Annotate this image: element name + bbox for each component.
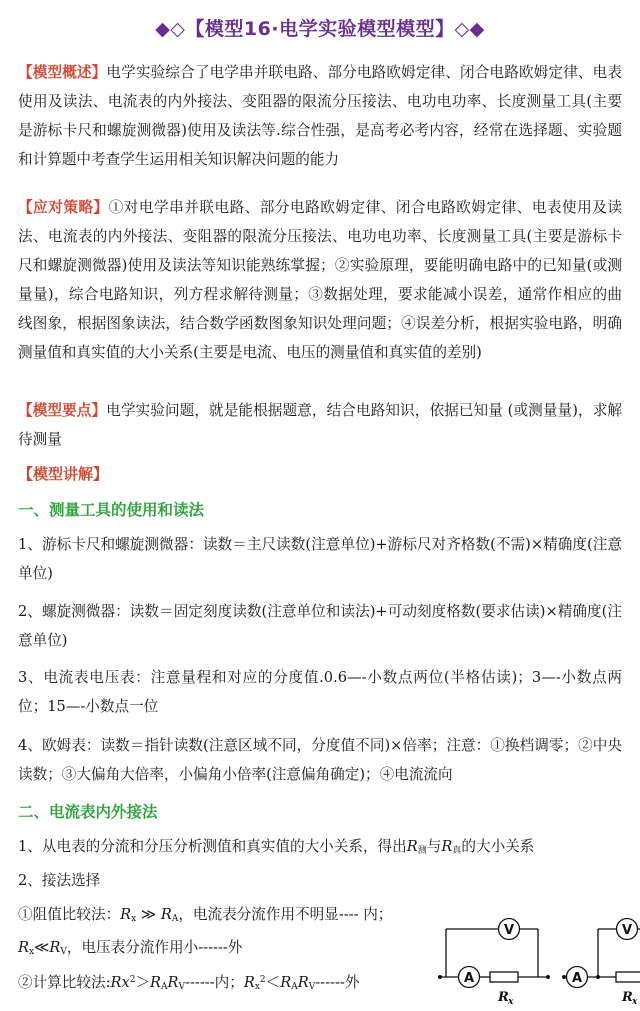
- resistor-symbol-1: [490, 972, 518, 982]
- section1-item3: 3、电流表电压表：注意量程和对应的分度值.0.6—-小数点两位(半格估读)；3—-小数点两位；15—-小数点一位: [18, 669, 622, 715]
- strategy-paragraph: [18, 193, 622, 367]
- section1-item2: 2、螺旋测微器：读数＝固定刻度读数(注意单位和读法)+可动刻度格数(要求估读)×精确度(注意单位): [18, 603, 622, 649]
- section1-item4: 4、欧姆表：读数＝指针读数(注意区域不同，分度值不同)×倍率；注意：①换档调零；②中央读数；③大偏角大倍率，小偏角小倍率(注意偏角确定)；④电流流向: [18, 737, 622, 783]
- overview-paragraph: [18, 58, 622, 174]
- m3-mid: ------内；: [185, 974, 244, 991]
- m3-end: ------外: [315, 974, 360, 991]
- ammeter-label-2: A: [571, 971, 583, 986]
- m2-text-b: ，电压表分流作用小------外: [66, 939, 243, 956]
- m1-rx-sub: x: [131, 914, 137, 924]
- m3-rx2-sub: x: [254, 982, 260, 992]
- m2-rv: R: [49, 939, 61, 956]
- item1-text-a: 1、从电表的分流和分压分析测值和真实值的大小关系，得出: [18, 838, 407, 855]
- r-measured: R: [406, 838, 418, 855]
- sub-true: 真: [452, 846, 462, 856]
- m3-sq: 2: [129, 975, 136, 985]
- keypoints-tag: 【模型要点】: [18, 402, 107, 419]
- item1-text-b: 的大小关系: [461, 838, 535, 855]
- m1-ra: R: [160, 906, 172, 923]
- m3-lt: ＜: [265, 974, 281, 991]
- m1-gg: ≫: [136, 906, 161, 923]
- section2-item1: [18, 832, 622, 866]
- section1-item1: 1、游标卡尺和螺旋测微器：读数＝主尺读数(注意单位)+游标尺对齐格数(不需)×精确度(注意单位): [18, 536, 622, 582]
- m3-rx: Rx: [110, 974, 130, 991]
- m3-rv: R: [167, 974, 179, 991]
- m3-ra: R: [150, 974, 162, 991]
- m3-rv2-sub: V: [308, 982, 316, 992]
- method2-line: [18, 966, 438, 1002]
- m3-gt: ＞: [135, 974, 151, 991]
- overview-tag: 【模型概述】: [18, 64, 107, 81]
- resistor-label-2: R: [622, 990, 633, 1005]
- keypoints-paragraph: [18, 396, 622, 454]
- voltmeter-label-1: V: [503, 923, 515, 938]
- m2-rx-sub: x: [29, 947, 35, 957]
- overview-text: 电学实验综合了电学串并联电路、部分电路欧姆定律、闭合电路欧姆定律、电表使用及读法、电流表的内外接法、变阻器的限流分压接法、电功电功率、长度测量工具(主要是游标卡尺和螺旋测微器)使用及读法等.综合性强，是高考必考内容，经常在选择题、实验题和计算题中考查学生运用相关知识解决问题的能力: [18, 64, 622, 168]
- section2-item2: 2、接法选择: [18, 872, 101, 889]
- m1-rx: R: [120, 906, 132, 923]
- circuit-external-diagram: [558, 915, 640, 1011]
- keypoints-text: 电学实验问题，就是能根据题意，结合电路知识，依据已知量 (或测量量)，求解待测量: [18, 402, 622, 448]
- resistor-symbol-2: [616, 972, 640, 982]
- section2-heading: 二、电流表内外接法: [18, 803, 158, 821]
- m3-ra2-sub: A: [291, 982, 298, 992]
- m1-ra-sub: A: [171, 914, 179, 924]
- explain-tag: 【模型讲解】: [18, 465, 109, 483]
- voltmeter-label-2: V: [621, 923, 633, 938]
- strategy-text: ①对电学串并联电路、部分电路欧姆定律、闭合电路欧姆定律、电表使用及读法、电流表的内外接法、变阻器的限流分压接法、电功电功率、长度测量工具(主要是游标卡尺和螺旋测微器)使用及读法等知识能熟练掌握；②实验原理，要能明确电路中的已知量(或测量量)，综合电路知识，列方程求解待测量；③数据处理，要求能减小误差，通常作相应的曲线图象，根据图象读法，结合数学函数图象知识处理问题；④误差分析，根据实验电路，明确测量值和真实值的大小关系(主要是电流、电压的测量值和真实值的差别): [18, 199, 622, 361]
- m3-rv-sub: V: [178, 982, 186, 992]
- item1-text-mid: 与: [426, 838, 442, 855]
- m3-rv2: R: [297, 974, 309, 991]
- m3-sq2: 2: [259, 975, 266, 985]
- strategy-tag: 【应对策略】: [18, 199, 109, 216]
- method1-line1: [18, 900, 438, 934]
- page-title: ◆◇【模型16·电学实验模型模型】◇◆: [155, 18, 485, 40]
- m3-rx2: R: [243, 974, 255, 991]
- m3-ra2: R: [280, 974, 292, 991]
- m2-rv-sub: V: [60, 947, 67, 957]
- resistor-label-1: R: [498, 990, 509, 1005]
- m1-text-a: ①阻值比较法：: [18, 906, 121, 923]
- method1-line2: [18, 933, 438, 967]
- resistor-sub-1: x: [508, 997, 514, 1007]
- section1-heading: 一、测量工具的使用和读法: [18, 501, 205, 519]
- m3-text-a: ②计算比较法:: [18, 974, 111, 991]
- r-true: R: [441, 838, 453, 855]
- resistor-sub-2: x: [632, 997, 638, 1007]
- ammeter-label-1: A: [463, 971, 475, 986]
- sub-measured: 测: [417, 846, 427, 856]
- m1-text-b: ，电流表分流作用不明显---- 内；: [178, 906, 393, 923]
- m3-ra-sub: A: [161, 982, 168, 992]
- m2-rx: R: [18, 939, 29, 956]
- m2-ll: ≪: [34, 939, 50, 956]
- circuit-internal-diagram: [434, 915, 554, 1011]
